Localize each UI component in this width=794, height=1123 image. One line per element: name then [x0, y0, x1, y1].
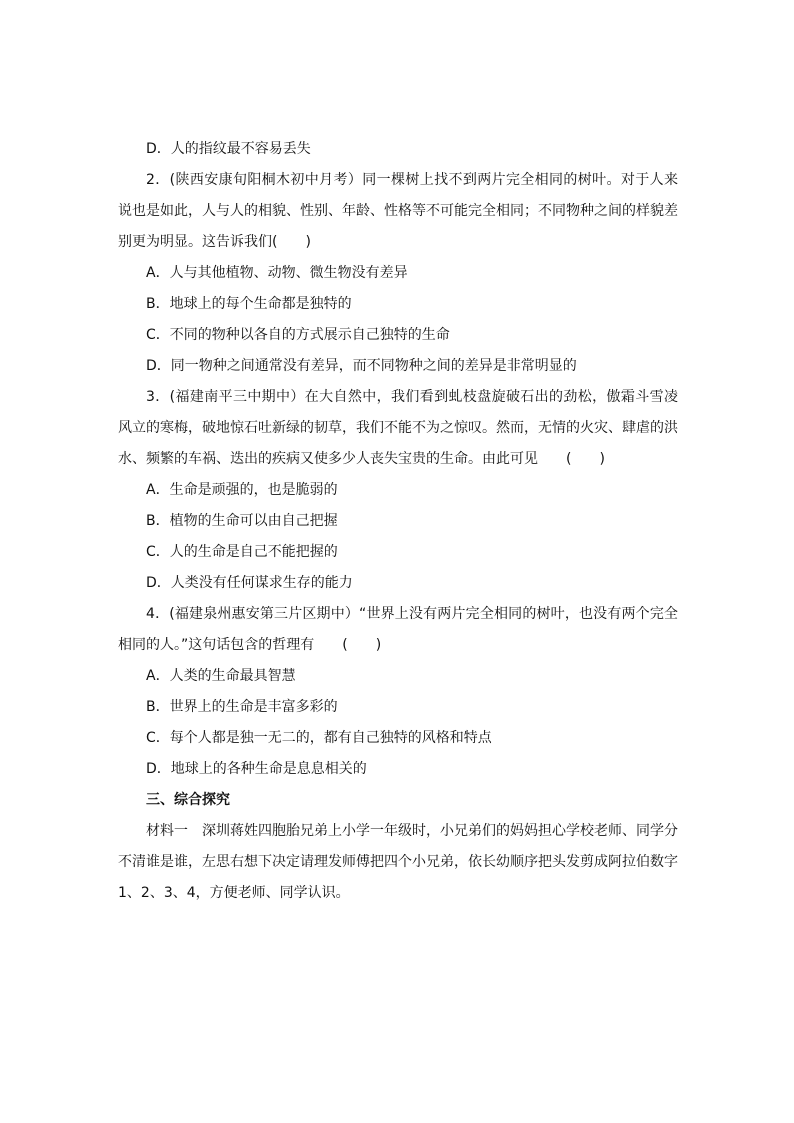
option-q2-c: C．不同的物种以各自的方式展示自己独特的生命: [146, 327, 450, 343]
question-2-line-3: 别更为明显。这告诉我们( ): [118, 234, 311, 250]
question-2-line-1: 2．(陕西安康旬阳桐木初中月考）同一棵树上找不到两片完全相同的树叶。对于人来: [146, 172, 678, 188]
option-q4-b: B．世界上的生命是丰富多彩的: [146, 699, 338, 715]
material-1-line-3: 1、2、3、4，方便老师、同学认识。: [118, 885, 350, 901]
material-1-line-2: 不清谁是谁，左思右想下决定请理发师傅把四个小兄弟，依长幼顺序把头发剪成阿拉伯数字: [118, 854, 678, 870]
option-q4-d: D．地球上的各种生命是息息相关的: [146, 761, 367, 777]
option-q3-a: A．生命是顽强的，也是脆弱的: [146, 482, 338, 498]
question-4-line-2: 相同的人。”这句话包含的哲理有 ( ): [118, 637, 382, 653]
section-heading: 三、综合探究: [146, 792, 230, 808]
option-q3-c: C．人的生命是自己不能把握的: [146, 544, 338, 560]
question-3-line-1: 3．(福建南平三中期中）在大自然中，我们看到虬枝盘旋破石出的劲松，傲霜斗雪凌: [146, 389, 678, 405]
question-3-line-2: 风立的寒梅，破地惊石吐新绿的韧草，我们不能不为之惊叹。然而，无情的火灾、肆虐的洪: [118, 420, 678, 436]
question-3-line-3: 水、频繁的车祸、迭出的疾病又使多少人丧失宝贵的生命。由此可见 ( ): [118, 451, 605, 467]
option-q2-b: B．地球上的每个生命都是独特的: [146, 296, 352, 312]
material-1-line-1: 材料一 深圳蒋姓四胞胎兄弟上小学一年级时，小兄弟们的妈妈担心学校老师、同学分: [146, 823, 678, 839]
option-q2-a: A．人与其他植物、动物、微生物没有差异: [146, 265, 408, 281]
option-q3-d: D．人类没有任何谋求生存的能力: [146, 575, 353, 591]
document-body: [118, 134, 678, 909]
option-q2-d: D．同一物种之间通常没有差异，而不同物种之间的差异是非常明显的: [146, 358, 577, 374]
option-q1-d: D．人的指纹最不容易丢失: [146, 141, 311, 157]
option-q4-a: A．人类的生命最具智慧: [146, 668, 296, 684]
question-4-line-1: 4．(福建泉州惠安第三片区期中）“世界上没有两片完全相同的树叶，也没有两个完全: [146, 606, 678, 622]
option-q4-c: C．每个人都是独一无二的，都有自己独特的风格和特点: [146, 730, 492, 746]
option-q3-b: B．植物的生命可以由自己把握: [146, 513, 338, 529]
question-2-line-2: 说也是如此，人与人的相貌、性别、年龄、性格等不可能完全相同；不同物种之间的样貌差: [118, 203, 678, 219]
